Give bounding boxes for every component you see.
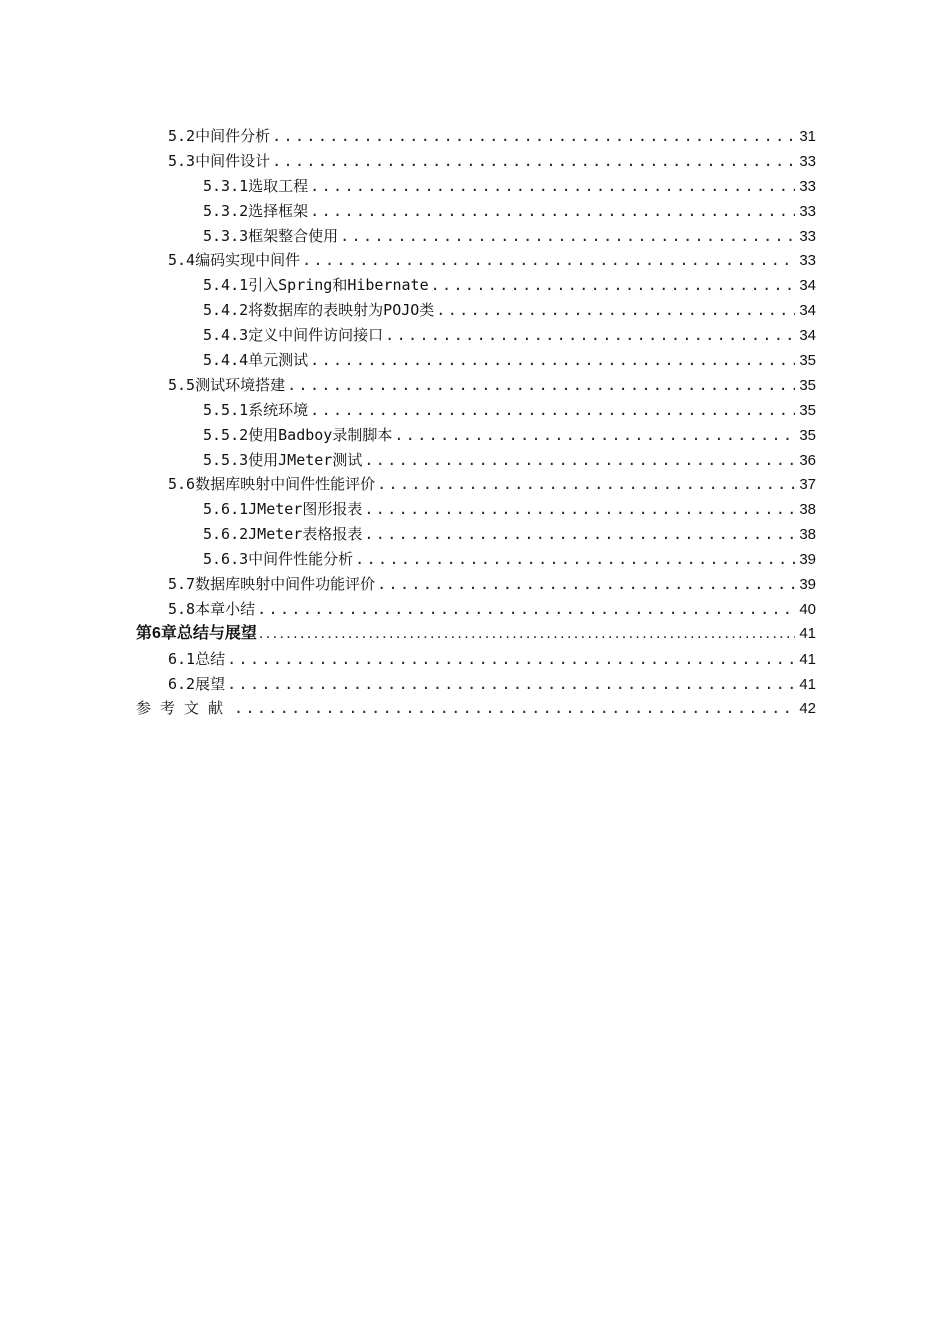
toc-page-number: 33 [799, 202, 816, 220]
toc-page-number: 37 [799, 476, 816, 494]
toc-page-number: 42 [799, 700, 816, 718]
toc-number: 5.5.1 [203, 400, 249, 419]
leader-dots [272, 124, 795, 149]
leader-dots [310, 398, 795, 423]
toc-entry[interactable] [136, 224, 816, 249]
leader-dots [364, 522, 795, 547]
toc-entry[interactable] [136, 149, 816, 174]
leader-dots [364, 497, 795, 522]
toc-title: 本章小结 [195, 599, 256, 618]
toc-title: 将数据库的表映射为POJO类 [248, 301, 435, 320]
toc-page-number: 40 [799, 600, 816, 618]
toc-number: 6.2 [168, 674, 196, 693]
toc-entry[interactable] [136, 647, 816, 672]
toc-page-number: 31 [799, 128, 816, 145]
leader-dots [340, 224, 795, 249]
toc-number: 5.6.3 [203, 550, 249, 569]
leader-dots [302, 248, 795, 273]
toc-entry[interactable] [136, 199, 816, 224]
toc-title: 选取工程 [248, 176, 309, 195]
toc-entry[interactable] [136, 124, 816, 149]
toc-title: 系统环境 [248, 400, 309, 419]
leader-dots [310, 174, 795, 199]
leader-dots [310, 348, 795, 373]
toc-title: 中间件分析 [195, 127, 271, 145]
toc-page-number: 41 [799, 624, 816, 642]
chapter-title: 总结与展望 [176, 624, 257, 642]
toc-entry[interactable] [136, 348, 816, 373]
toc-page-number: 34 [799, 277, 816, 295]
leader-dots [234, 696, 795, 721]
toc-entry[interactable] [136, 497, 816, 522]
toc-title: 中间件设计 [195, 151, 271, 170]
toc-entry[interactable] [136, 547, 816, 572]
leader-dots [310, 199, 795, 224]
toc-number: 5.8 [168, 599, 196, 618]
toc-number: 5.3.2 [203, 201, 249, 220]
toc-entry[interactable] [136, 298, 816, 323]
toc-number: 5.4.2 [203, 301, 249, 320]
leader-dots [377, 472, 795, 497]
leader-dots [394, 423, 795, 448]
toc-entry[interactable] [136, 323, 816, 348]
toc-entry[interactable] [136, 373, 816, 398]
toc-title: 使用Badboy录制脚本 [248, 425, 393, 444]
toc-number: 5.3.1 [203, 176, 249, 195]
toc-number: 5.4.1 [203, 276, 249, 295]
toc-references-entry[interactable] [136, 696, 816, 721]
toc-page-number: 36 [799, 451, 816, 469]
toc-number: 5.2 [168, 127, 196, 145]
toc-page-number: 41 [799, 650, 816, 668]
toc-title: 总结 [195, 649, 226, 668]
toc-page-number: 38 [799, 526, 816, 544]
toc-number: 5.3.3 [203, 226, 249, 245]
toc-title: JMeter表格报表 [248, 525, 363, 544]
toc-page-number: 33 [799, 152, 816, 170]
toc-title: 中间件性能分析 [248, 550, 354, 569]
toc-title: 测试环境搭建 [195, 375, 286, 394]
toc-page-number: 34 [799, 302, 816, 320]
toc-page-number: 33 [799, 252, 816, 270]
toc-entry[interactable] [136, 448, 816, 473]
toc-entry[interactable] [136, 572, 816, 597]
toc-page-number: 35 [799, 401, 816, 419]
toc-number: 5.5 [168, 375, 196, 394]
toc-title: JMeter图形报表 [248, 500, 363, 519]
toc-number: 5.7 [168, 575, 196, 594]
leader-dots [287, 373, 795, 398]
toc-title: 单元测试 [248, 351, 309, 370]
leader-dots [227, 672, 795, 697]
toc-entry[interactable] [136, 597, 816, 622]
toc-page-number: 35 [799, 376, 816, 394]
toc-title: 引入Spring和Hibernate [248, 276, 429, 295]
chapter-number: 第6章 [136, 624, 177, 642]
toc-entry[interactable] [136, 174, 816, 199]
toc-page-number: 35 [799, 352, 816, 370]
toc-entry[interactable] [136, 248, 816, 273]
leader-dots [377, 572, 795, 597]
toc-number: 5.5.2 [203, 425, 249, 444]
toc-chapter-entry[interactable] [136, 622, 816, 647]
leader-dots [385, 323, 795, 348]
toc-entry[interactable] [136, 423, 816, 448]
toc-title: 编码实现中间件 [195, 251, 301, 270]
toc-page-number: 39 [799, 551, 816, 569]
toc-number: 5.6.1 [203, 500, 249, 519]
toc-entry[interactable] [136, 522, 816, 547]
toc-page-number: 39 [799, 576, 816, 594]
toc-title: 展望 [195, 674, 226, 693]
leader-dots [227, 647, 795, 672]
leader-dots [257, 597, 795, 622]
references-title: 参考文献 [136, 699, 233, 718]
leader-dots [355, 547, 795, 572]
toc-entry[interactable] [136, 472, 816, 497]
toc-title: 定义中间件访问接口 [248, 326, 384, 345]
toc-number: 6.1 [168, 649, 196, 668]
toc-number: 5.6.2 [203, 525, 249, 544]
toc-number: 5.4.4 [203, 351, 249, 370]
table-of-contents [136, 124, 816, 721]
toc-entry[interactable] [136, 273, 816, 298]
toc-number: 5.3 [168, 151, 196, 170]
toc-title: 选择框架 [248, 201, 309, 220]
toc-number: 5.4 [168, 251, 196, 270]
toc-page-number: 38 [799, 501, 816, 519]
toc-page-number: 33 [799, 177, 816, 195]
toc-number: 5.6 [168, 475, 196, 494]
toc-number: 5.5.3 [203, 450, 249, 469]
toc-number: 5.4.3 [203, 326, 249, 345]
toc-title: 数据库映射中间件功能评价 [195, 575, 376, 594]
leader-dots [364, 448, 795, 473]
toc-page-number: 35 [799, 426, 816, 444]
toc-title: 框架整合使用 [248, 226, 339, 245]
toc-page-number: 41 [799, 675, 816, 693]
leader-dots [431, 273, 796, 298]
toc-page-number: 33 [799, 227, 816, 245]
toc-title: 数据库映射中间件性能评价 [195, 475, 376, 494]
leader-dots [272, 149, 795, 174]
leader-dots [436, 298, 795, 323]
toc-entry[interactable] [136, 672, 816, 697]
toc-entry[interactable] [136, 398, 816, 423]
toc-title: 使用JMeter测试 [248, 450, 363, 469]
leader-dots [259, 622, 795, 647]
toc-page-number: 34 [799, 327, 816, 345]
